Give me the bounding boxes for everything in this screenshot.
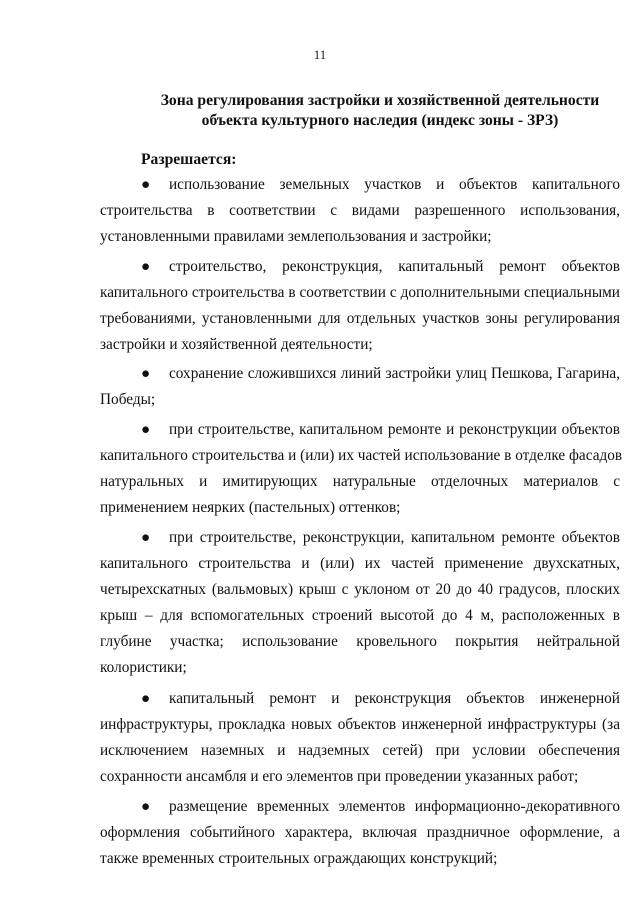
bullet-item-line	[100, 280, 620, 306]
bullet-item-text: строительство, реконструкция, капитальный ремонт объектов	[169, 258, 620, 275]
bullet-item-line	[100, 655, 620, 681]
bullet-list	[100, 172, 623, 872]
bullet-item-first-line	[100, 361, 620, 387]
bullet-item-text: капитального строительства в соответствии с дополнительными специальными	[100, 284, 620, 301]
bullet-item-line	[100, 495, 620, 521]
bullet-icon: ●	[141, 690, 151, 707]
bullet-item-text: натуральных и имитирующих натуральные отделочных материалов с	[100, 473, 620, 490]
bullet-item-text: капитального строительства и (или) их частей применение двухскатных,	[100, 555, 620, 572]
bullet-item-line	[100, 551, 620, 577]
bullet-item-text: требованиями, установленными для отдельных участков зоны регулирования	[100, 310, 620, 327]
bullet-item-line	[100, 820, 620, 846]
bullet-item-line	[100, 387, 620, 413]
bullet-icon: ●	[141, 176, 151, 193]
bullet-item-text: инфраструктуры, прокладка новых объектов инженерной инфраструктуры (за	[100, 716, 620, 733]
bullet-item-line	[100, 198, 620, 224]
bullet-icon: ●	[141, 258, 151, 275]
bullet-item-text: крыш – для вспомогательных строений высотой до 4 м, расположенных в	[100, 607, 620, 624]
bullet-item-text: капитальный ремонт и реконструкция объектов инженерной	[169, 690, 620, 707]
bullet-item-first-line	[100, 172, 620, 198]
bullet-icon: ●	[141, 421, 151, 438]
bullet-item-text: сохранности ансамбля и его элементов при проведении указанных работ;	[100, 768, 579, 785]
bullet-item-first-line	[100, 417, 620, 443]
bullet-item-line	[100, 846, 620, 872]
bullet-item	[100, 686, 620, 790]
bullet-item-text: строительства в соответствии с видами разрешенного использования,	[100, 202, 620, 219]
bullet-item	[100, 417, 623, 521]
bullet-item	[100, 254, 620, 358]
bullet-item-text: колористики;	[100, 659, 187, 676]
bullet-item-line	[100, 577, 620, 603]
bullet-item-text: размещение временных элементов информационно-декоративного	[169, 798, 620, 815]
bullet-item-text: использование земельных участков и объектов капитального	[169, 176, 620, 193]
bullet-item-text: при строительстве, реконструкции, капитальном ремонте объектов	[169, 529, 620, 546]
bullet-item-text: застройки и хозяйственной деятельности;	[100, 336, 373, 353]
zone-title-line-1: Зона регулирования застройки и хозяйственной деятельности	[160, 92, 600, 109]
bullet-item-text: применением неярких (пастельных) оттенков;	[100, 499, 401, 516]
bullet-item-first-line	[100, 686, 620, 712]
bullet-item-text: капитального строительства и (или) их частей использование в отделке фасадов	[100, 447, 623, 464]
bullet-item-line	[100, 738, 620, 764]
bullet-item-line	[100, 224, 620, 250]
bullet-item-text: четырехскатных (вальмовых) крыш с уклоном от 20 до 40 градусов, плоских	[100, 581, 620, 598]
bullet-item-text: при строительстве, капитальном ремонте и реконструкции объектов	[169, 421, 620, 438]
bullet-item-text: установленными правилами землепользования и застройки;	[100, 228, 492, 245]
bullet-item-line	[100, 629, 620, 655]
bullet-item-line	[100, 306, 620, 332]
bullet-icon: ●	[141, 365, 151, 382]
zone-title-line-2: объекта культурного наследия (индекс зоны - ЗРЗ)	[201, 112, 559, 129]
bullet-item	[100, 794, 620, 872]
bullet-item-first-line	[100, 254, 620, 280]
bullet-item-text: сохранение сложившихся линий застройки улиц Пешкова, Гагарина,	[169, 365, 620, 382]
bullet-item-first-line	[100, 794, 620, 820]
zone-title	[100, 91, 640, 131]
bullet-item	[100, 172, 620, 250]
page-number: 11	[313, 47, 327, 62]
bullet-icon: ●	[141, 529, 151, 546]
bullet-item-text: Победы;	[100, 391, 156, 408]
bullet-item-text: также временных строительных ограждающих конструкций;	[100, 850, 498, 867]
bullet-item-text: глубине участка; использование кровельного покрытия нейтральной	[100, 633, 620, 650]
bullet-item-line	[100, 764, 620, 790]
bullet-item-text: исключением наземных и надземных сетей) при условии обеспечения	[100, 742, 620, 759]
bullet-item-first-line	[100, 525, 620, 551]
bullet-item-line	[100, 332, 620, 358]
section-heading: Разрешается:	[141, 151, 237, 168]
bullet-item-line	[100, 603, 620, 629]
bullet-item-line	[100, 443, 623, 469]
bullet-item-line	[100, 712, 620, 738]
bullet-item	[100, 361, 620, 413]
bullet-item-text: оформления событийного характера, включая праздничное оформление, а	[100, 824, 620, 841]
bullet-item	[100, 525, 620, 681]
bullet-icon: ●	[141, 798, 151, 815]
bullet-item-line	[100, 469, 620, 495]
